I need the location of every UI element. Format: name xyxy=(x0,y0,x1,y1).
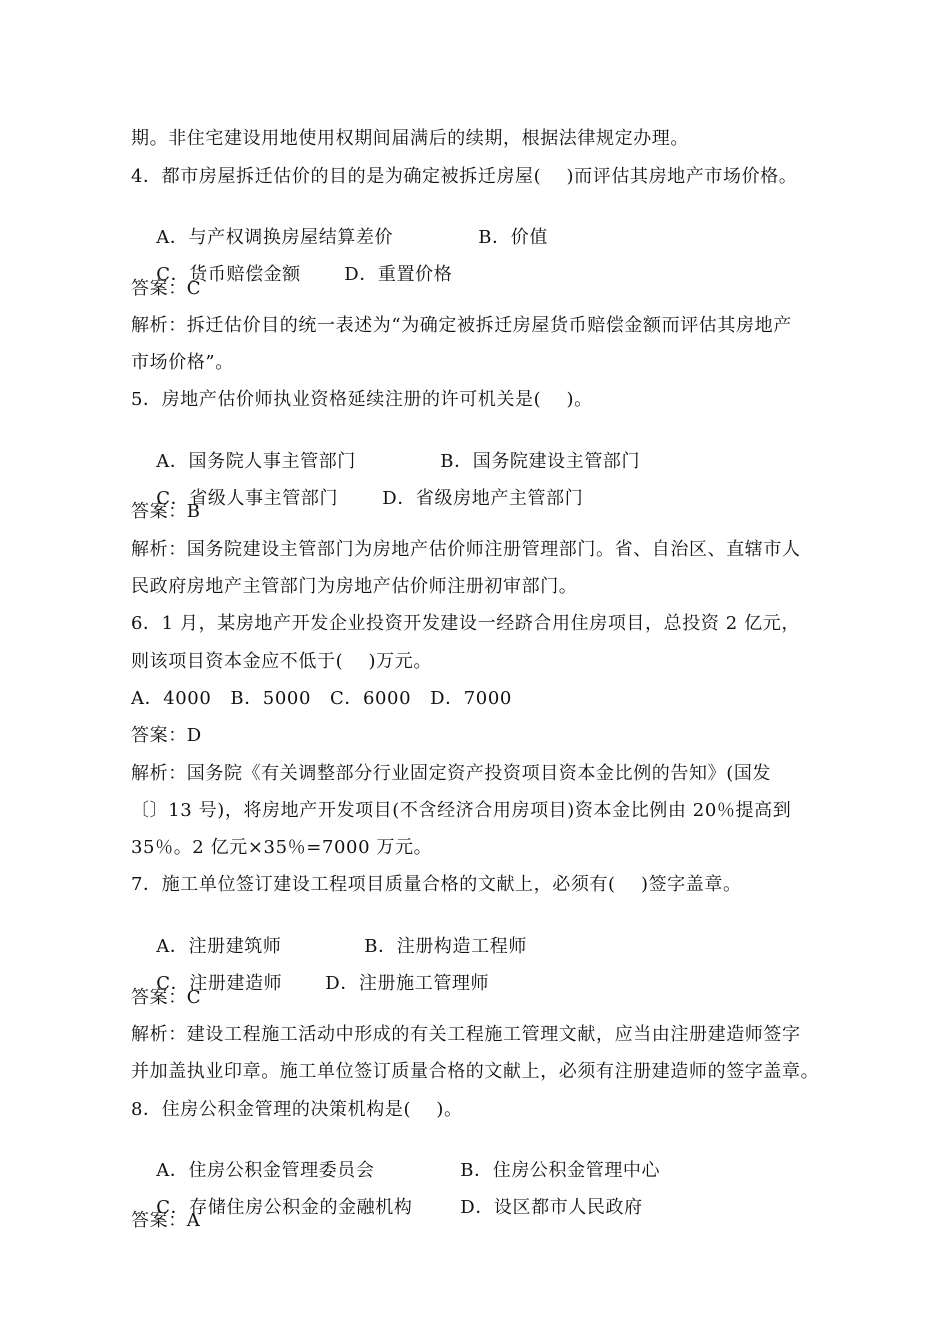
option-a: A．与产权调换房屋结算差价 xyxy=(156,227,394,248)
option-row: A．4000 B．5000 C．6000 D．7000 xyxy=(131,688,512,709)
answer-8: 答案：A xyxy=(131,1210,201,1231)
question-4: 4．都市房屋拆迁估价的目的是为确定被拆迁房屋( )而评估其房地产市场价格。 xyxy=(131,166,798,187)
analysis-4-cont: 市场价格”。 xyxy=(131,352,234,373)
analysis-5-cont: 民政府房地产主管部门为房地产估价师注册初审部门。 xyxy=(131,576,578,597)
option-c: C．存储住房公积金的金融机构 xyxy=(156,1197,413,1218)
option-b: B．注册构造工程师 xyxy=(364,936,527,957)
option-a: A．注册建筑师 xyxy=(156,936,282,957)
analysis-7: 解析：建设工程施工活动中形成的有关工程施工管理文献，应当由注册建造师签字 xyxy=(131,1024,801,1045)
analysis-5: 解析：国务院建设主管部门为房地产估价师注册管理部门。省、自治区、直辖市人 xyxy=(131,539,801,560)
answer-7: 答案：C xyxy=(131,987,202,1008)
option-c: C．货币赔偿金额 xyxy=(156,264,301,285)
question-7: 7．施工单位签订建设工程项目质量合格的文献上，必须有( )签字盖章。 xyxy=(131,874,742,895)
option-b: B．价值 xyxy=(478,227,548,248)
answer-6: 答案：D xyxy=(131,725,202,746)
question-8: 8．住房公积金管理的决策机构是( )。 xyxy=(131,1099,463,1120)
option-d: D．重置价格 xyxy=(344,264,453,285)
paragraph-line: 期。非住宅建设用地使用权期间届满后的续期，根据法律规定办理。 xyxy=(131,128,689,149)
answer-4: 答案：C xyxy=(131,278,202,299)
option-a: A．国务院人事主管部门 xyxy=(156,451,356,472)
analysis-4: 解析：拆迁估价目的统一表述为“为确定被拆迁房屋货币赔偿金额而评估其房地产 xyxy=(131,315,792,336)
option-c: C．注册建造师 xyxy=(156,973,283,994)
question-6: 6．1 月，某房地产开发企业投资开发建设一经跻合用住房项目，总投资 2 亿元， xyxy=(131,613,800,634)
option-a: A．住房公积金管理委员会 xyxy=(156,1160,375,1181)
option-row xyxy=(131,1172,643,1244)
option-b: B．住房公积金管理中心 xyxy=(460,1160,661,1181)
option-c: C．省级人事主管部门 xyxy=(156,488,339,509)
option-row xyxy=(131,463,583,535)
question-5: 5．房地产估价师执业资格延续注册的许可机关是( )。 xyxy=(131,389,593,410)
option-d: D．省级房地产主管部门 xyxy=(382,488,584,509)
analysis-6-cont: 〔〕13 号)，将房地产开发项目(不含经济合用房项目)资本金比例由 20％提高到 xyxy=(131,800,792,821)
option-d: D．注册施工管理师 xyxy=(325,973,490,994)
analysis-7-cont: 并加盖执业印章。施工单位签订质量合格的文献上，必须有注册建造师的签字盖章。 xyxy=(131,1061,820,1082)
answer-5: 答案：B xyxy=(131,501,201,522)
option-b: B．国务院建设主管部门 xyxy=(440,451,641,472)
analysis-6-cont: 35％。2 亿元×35％=7000 万元。 xyxy=(131,837,433,858)
option-d: D．设区都市人民政府 xyxy=(460,1197,643,1218)
analysis-6: 解析：国务院《有关调整部分行业固定资产投资项目资本金比例的告知》(国发 xyxy=(131,763,772,784)
question-6-cont: 则该项目资本金应不低于( )万元。 xyxy=(131,651,432,672)
